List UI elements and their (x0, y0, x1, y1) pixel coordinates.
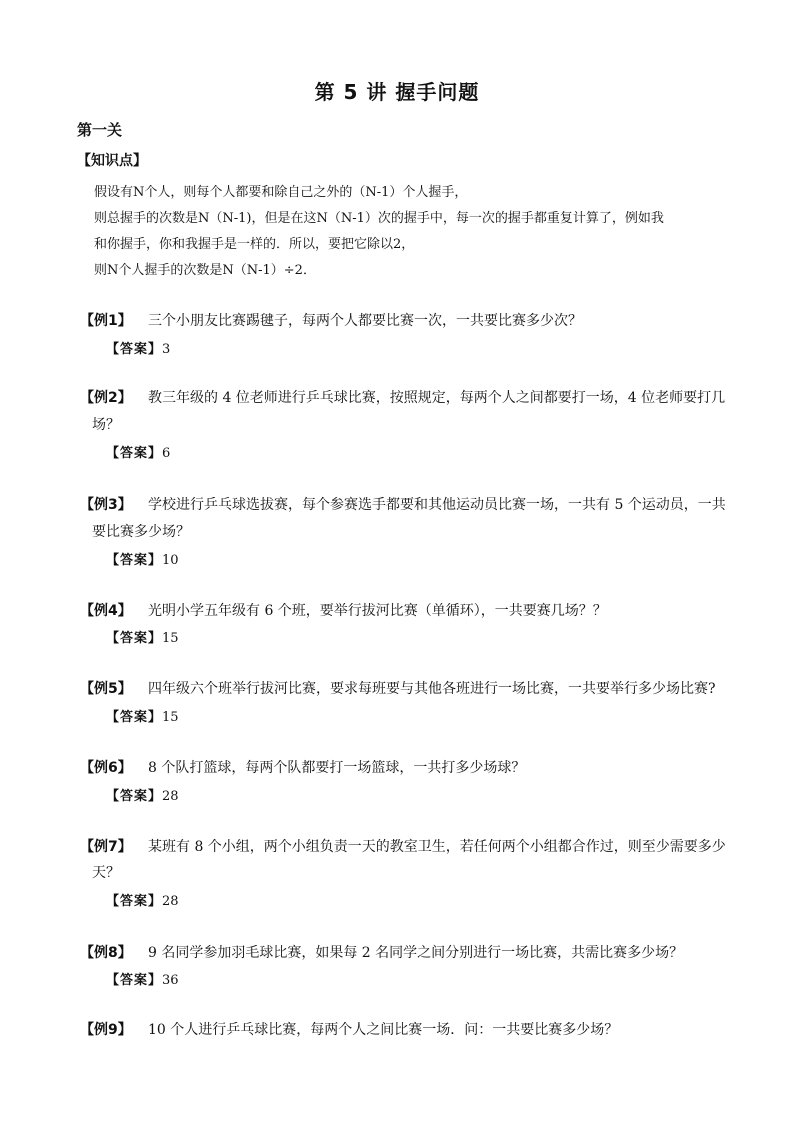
knowledge-line: 和你握手，你和我握手是一样的．所以，要把它除以2， (94, 237, 415, 252)
example-question: 三个小朋友比赛踢毽子，每两个人都要比赛一次，一共要比赛多少次？ (148, 313, 582, 329)
example-question: 教三年级的 4 位老师进行乒乓球比赛，按照规定，每两个人之间都要打一场，4 位老师要打几 (148, 390, 726, 406)
example-question: 9 名同学参加羽毛球比赛，如果每 2 名同学之间分别进行一场比赛，共需比赛多少场？ (148, 945, 684, 961)
answer-key: 【答案】 (106, 446, 163, 461)
answer-key: 【答案】 (106, 631, 163, 646)
example-question: 四年级六个班举行拔河比赛，要求每班要与其他各班进行一场比赛，一共要举行多少场比赛? (148, 681, 716, 697)
example-label: 【例4】 (80, 603, 132, 619)
knowledge-line: 则N个人握手的次数是N（N-1）÷2． (94, 263, 316, 278)
example-label: 【例2】 (80, 390, 132, 406)
example-answer (106, 890, 179, 909)
example-question: 学校进行乒乓球选拔赛，每个参赛选手都要和其他运动员比赛一场，一共有 5 个运动员，一共 (148, 497, 726, 513)
section-heading: 第一关 (77, 121, 123, 139)
answer-value: 3 (162, 342, 171, 357)
example-answer (106, 785, 179, 804)
answer-value: 36 (162, 973, 179, 988)
knowledge-heading: 【知识点】 (77, 153, 147, 169)
example-answer (106, 549, 179, 568)
example-answer (106, 627, 179, 646)
example-question-continued: 场？ (92, 417, 120, 433)
example-label: 【例5】 (80, 681, 132, 697)
answer-key: 【答案】 (106, 553, 163, 568)
answer-key: 【答案】 (106, 789, 163, 804)
page-title: 第 5 讲 握手问题 (314, 80, 480, 104)
example-label: 【例1】 (80, 313, 132, 329)
example-question: 光明小学五年级有 6 个班，要举行拔河比赛（单循环），一共要赛几场？？ (148, 603, 607, 619)
example-question-continued: 天？ (92, 865, 120, 881)
answer-value: 28 (162, 894, 179, 909)
answer-value: 15 (162, 631, 179, 646)
answer-value: 10 (162, 553, 179, 568)
example-label: 【例9】 (80, 1022, 132, 1038)
answer-key: 【答案】 (106, 710, 163, 725)
answer-value: 6 (162, 446, 171, 461)
example-answer (106, 338, 170, 357)
example-question: 某班有 8 个小组，两个小组负责一天的教室卫生，若任何两个小组都合作过，则至少需要多少 (148, 839, 726, 855)
example-label: 【例3】 (80, 497, 132, 513)
knowledge-line: 则总握手的次数是N（N-1)，但是在这N（N-1）次的握手中，每一次的握手都重复计算了，例如我 (94, 211, 664, 226)
example-answer (106, 969, 179, 988)
example-question-continued: 要比赛多少场？ (92, 524, 190, 540)
example-label: 【例8】 (80, 945, 132, 961)
example-answer (106, 706, 179, 725)
example-label: 【例6】 (80, 760, 132, 776)
answer-value: 15 (162, 710, 179, 725)
answer-key: 【答案】 (106, 342, 163, 357)
example-question: 10 个人进行乒乓球比赛，每两个人之间比赛一场．问：一共要比赛多少场？ (148, 1022, 619, 1038)
knowledge-line: 假设有N个人，则每个人都要和除自己之外的（N-1）个人握手， (94, 185, 468, 200)
example-label: 【例7】 (80, 839, 132, 855)
example-question: 8 个队打篮球，每两个队都要打一场篮球，一共打多少场球？ (148, 760, 526, 776)
answer-key: 【答案】 (106, 973, 163, 988)
example-answer (106, 442, 170, 461)
answer-value: 28 (162, 789, 179, 804)
answer-key: 【答案】 (106, 894, 163, 909)
